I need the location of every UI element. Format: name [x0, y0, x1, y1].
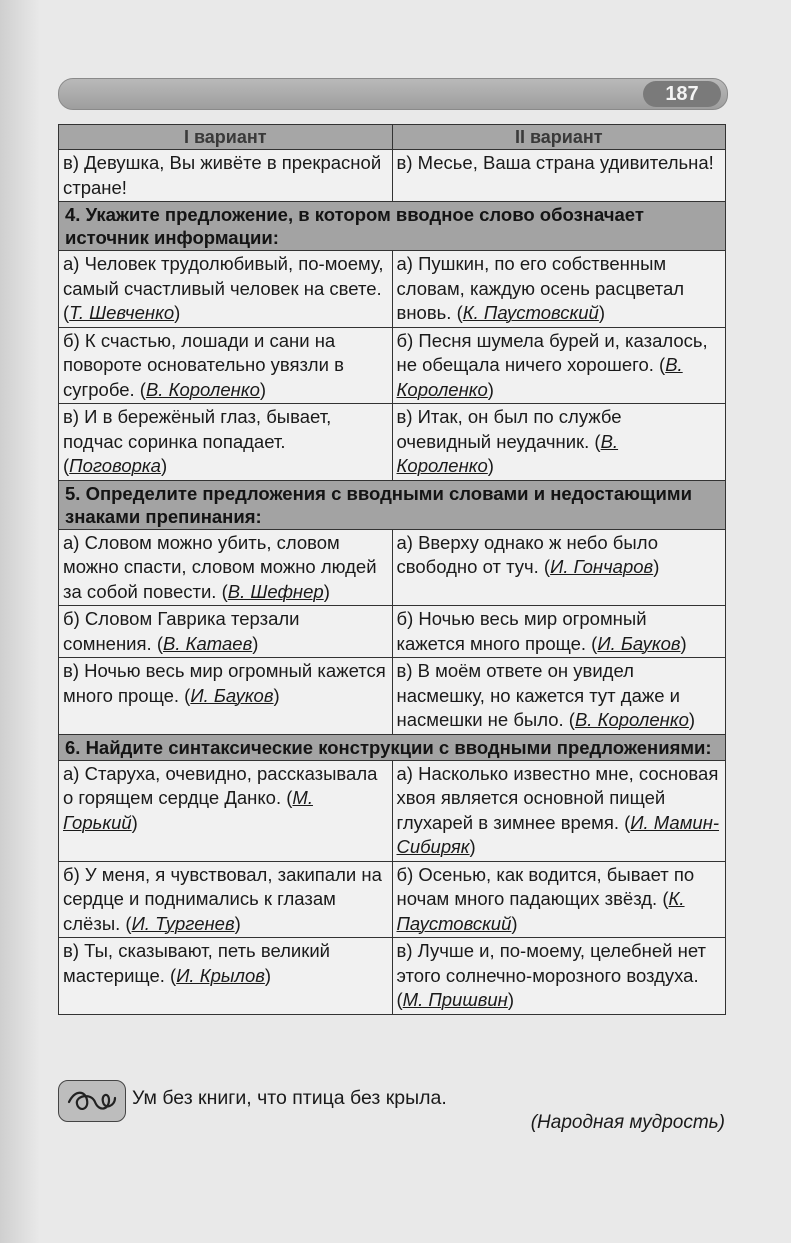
header-variant-1: I вариант [59, 125, 393, 150]
sentence-source: К. Паустовский [462, 302, 599, 323]
proverb-source: (Народная мудрость) [530, 1112, 725, 1133]
closing-paren: ) [688, 709, 696, 730]
variant-1-cell [59, 760, 393, 861]
sentence-source: Т. Шевченко [69, 302, 175, 323]
table-row [59, 658, 726, 735]
sentence-text: б) Осенью, как водится, бывает по ночам много падающих звёзд. ( [396, 863, 695, 909]
sentence-text: б) Песня шумела бурей и, казалось, не обещала ничего хорошего. ( [396, 329, 708, 375]
table-row [59, 327, 726, 404]
sentence-source: И. Бауков [597, 632, 681, 654]
variant-2-cell [392, 760, 726, 861]
table-row [59, 861, 726, 938]
sentence-source: В. Короленко [396, 354, 683, 400]
variant-2-cell [392, 658, 726, 735]
variant-1-cell [59, 529, 393, 606]
table-body [59, 150, 726, 1015]
variant-1-cell [59, 938, 393, 1015]
variant-2-cell [392, 529, 726, 606]
table-row [59, 251, 726, 328]
closing-paren: ) [680, 632, 687, 654]
variant-1-cell [59, 861, 393, 938]
closing-paren: ) [469, 836, 476, 857]
sentence-source: И. Тургенев [131, 912, 235, 934]
sentence-text: в) Лучше и, по-моему, целебней нет этого солнечно-морозного воздуха. ( [396, 940, 706, 1010]
closing-paren: ) [259, 378, 267, 400]
closing-paren: ) [234, 912, 241, 934]
variant-1-cell [59, 251, 393, 328]
page-edge [0, 0, 40, 1243]
table-row [59, 150, 726, 202]
variant-2-cell [392, 327, 726, 404]
closing-paren: ) [598, 302, 605, 323]
table-header-row [59, 125, 726, 150]
sentence-text: а) Пушкин, по его собственным словам, каждую осень расцветал вновь. ( [396, 253, 685, 323]
sentence-text: б) У меня, я чувствовал, закипали на сердце и поднимались к глазам слёзы. ( [63, 863, 382, 934]
sentence-text: в) В моём ответе он увидел насмешку, но кажется тут даже и насмешки не было. ( [396, 660, 681, 730]
closing-paren: ) [323, 580, 330, 602]
table-row [59, 529, 726, 606]
variant-2-cell [392, 606, 726, 658]
sentence-source: И. Мамин-Сибиряк [396, 811, 720, 857]
variant-1-cell [59, 658, 393, 735]
task-row [59, 734, 726, 760]
variant-2-cell [392, 938, 726, 1015]
closing-paren: ) [131, 811, 138, 833]
task-heading: 4. Укажите предложение, в котором вводное слово обозначает источник информации: [59, 202, 726, 251]
sentence-text: в) Месье, Ваша страна удивительна! [396, 152, 714, 173]
closing-paren: ) [264, 964, 272, 986]
closing-paren: ) [487, 455, 494, 476]
sentence-text: в) И в бережёный глаз, бывает, подчас соринка попадает. ( [63, 406, 332, 476]
table-row [59, 760, 726, 861]
variant-1-cell [59, 327, 393, 404]
page-number: 187 [643, 81, 721, 107]
sentence-text: в) Девушка, Вы живёте в прекрасной стране! [63, 152, 382, 198]
sentence-source: Поговорка [69, 455, 161, 476]
sentence-source: В. Короленко [396, 430, 619, 476]
sentence-source: В. Катаев [162, 632, 253, 654]
exercise-table [58, 124, 726, 1015]
sentence-text: а) Насколько известно мне, сосновая хвоя является основной пищей глухарей в зимнее время. ( [396, 762, 719, 833]
variant-1-cell [59, 150, 393, 202]
sentence-text: б) К счастью, лошади и сани на повороте основательно увязли в сугробе. ( [63, 329, 344, 400]
closing-paren: ) [160, 455, 168, 476]
sentence-source: И. Гончаров [550, 556, 654, 577]
sentence-text: а) Словом можно убить, словом можно спасти, словом можно людей за собой повести. ( [63, 531, 377, 602]
closing-paren: ) [174, 302, 181, 323]
sentence-text: б) Словом Гаврика терзали сомнения. ( [63, 608, 300, 654]
sentence-source: М. Горький [63, 787, 313, 833]
closing-paren: ) [511, 912, 518, 934]
table-row [59, 606, 726, 658]
header-variant-2: II вариант [392, 125, 726, 150]
sentence-source: В. Короленко [145, 378, 260, 400]
task-row [59, 480, 726, 529]
sentence-source: В. Шефнер [227, 580, 324, 602]
closing-paren: ) [252, 632, 259, 654]
sentence-text: б) Ночью весь мир огромный кажется много проще. ( [396, 608, 647, 654]
sentence-source: И. Крылов [176, 964, 265, 986]
variant-2-cell [392, 861, 726, 938]
page-header-bar [58, 78, 728, 110]
variant-1-cell [59, 606, 393, 658]
closing-paren: ) [507, 989, 514, 1010]
sentence-source: М. Пришвин [402, 989, 508, 1010]
proverb-text: Ум без книги, что птица без крыла. [132, 1087, 447, 1109]
variant-2-cell [392, 251, 726, 328]
flower-ornament-icon [58, 1080, 126, 1122]
sentence-source: И. Бауков [190, 684, 274, 706]
sentence-source: К. Паустовский [396, 888, 685, 934]
variant-2-cell [392, 404, 726, 481]
sentence-text: в) Ночью весь мир огромный кажется много проще. ( [63, 660, 386, 706]
sentence-text: а) Вверху однако ж небо было свободно от туч. ( [396, 531, 658, 577]
sentence-text: в) Итак, он был по службе очевидный неудачник. ( [396, 406, 622, 452]
closing-paren: ) [273, 684, 280, 706]
variant-1-cell [59, 404, 393, 481]
sentence-source: В. Короленко [574, 709, 689, 730]
task-row [59, 202, 726, 251]
closing-paren: ) [653, 556, 660, 577]
sentence-text: а) Человек трудолюбивый, по-моему, самый счастливый человек на свете. ( [63, 253, 384, 323]
table-row [59, 404, 726, 481]
table-row [59, 938, 726, 1015]
task-heading: 5. Определите предложения с вводными словами и недостающими знаками препинания: [59, 480, 726, 529]
sentence-text: в) Ты, сказывают, петь великий мастерище. ( [63, 940, 331, 986]
closing-paren: ) [487, 378, 494, 400]
sentence-text: а) Старуха, очевидно, рассказывала о горящем сердце Данко. ( [63, 762, 378, 808]
variant-2-cell [392, 150, 726, 202]
task-heading: 6. Найдите синтаксические конструкции с вводными предложениями: [59, 734, 726, 760]
